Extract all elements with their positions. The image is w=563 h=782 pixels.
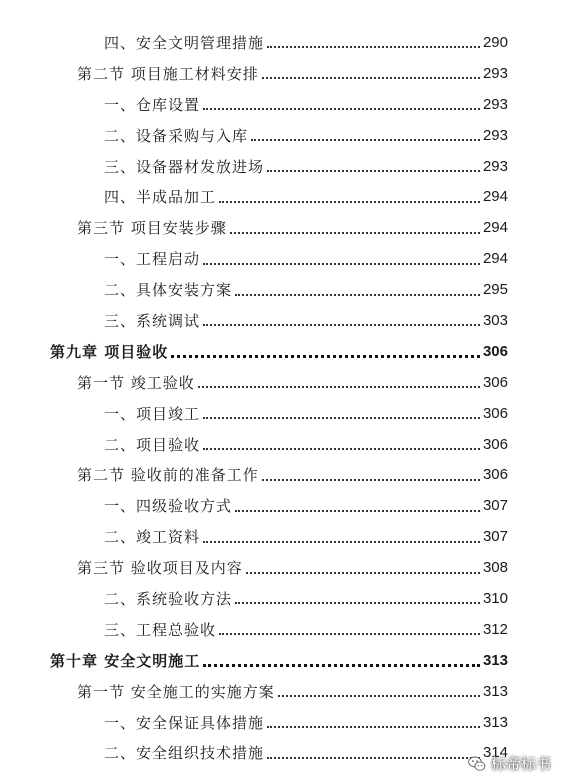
- dot-leader: [262, 479, 480, 481]
- toc-page-number: 290: [482, 33, 508, 51]
- toc-entry-item: [0, 120, 563, 151]
- toc-entry-title: 一、工程启动: [104, 250, 201, 269]
- toc-entry-item: [0, 89, 563, 120]
- toc-page-number: 314: [482, 744, 508, 762]
- toc-entry-item: [0, 274, 563, 305]
- toc-entry-title: 二、具体安装方案: [104, 281, 233, 300]
- dot-leader: [235, 510, 480, 512]
- dot-leader: [198, 386, 480, 388]
- dot-leader: [203, 417, 480, 419]
- toc-page-number: 312: [482, 620, 508, 638]
- dot-leader: [203, 108, 480, 110]
- toc-page-number: 303: [482, 311, 508, 329]
- toc-entry-title: 二、系统验收方法: [104, 589, 233, 608]
- toc-page-number: 313: [482, 682, 508, 700]
- dot-leader: [235, 294, 480, 296]
- toc-page-number: 306: [482, 342, 508, 360]
- toc-entry-title: 二、安全组织技术措施: [104, 744, 265, 763]
- dot-leader: [267, 170, 480, 172]
- dot-leader: [267, 757, 480, 759]
- toc-entry-item: [0, 398, 563, 429]
- toc-entry-item: [0, 490, 563, 521]
- toc-entry-title: 第二节 项目施工材料安排: [77, 64, 259, 83]
- toc-entry-section: [0, 459, 563, 490]
- dot-leader: [267, 726, 480, 728]
- toc-entry-title: 第九章 项目验收: [50, 342, 169, 361]
- toc-entry-title: 三、工程总验收: [104, 620, 217, 639]
- toc-entry-section: [0, 676, 563, 707]
- toc-entry-section: [0, 58, 563, 89]
- toc-page-number: 307: [482, 497, 508, 515]
- toc-page-number: 313: [482, 651, 508, 669]
- toc-entry-item: [0, 243, 563, 274]
- wechat-icon: [467, 754, 487, 774]
- dot-leader: [219, 201, 480, 203]
- toc-entry-title: 第三节 项目安装步骤: [77, 219, 227, 238]
- toc-page-number: 307: [482, 528, 508, 546]
- toc-entry-title: 第二节 验收前的准备工作: [77, 466, 259, 485]
- toc-entry-item: [0, 521, 563, 552]
- toc-entry-item: [0, 27, 563, 58]
- toc-entry-item: [0, 614, 563, 645]
- toc-page-number: 294: [482, 219, 508, 237]
- toc-page-number: 306: [482, 435, 508, 453]
- dot-leader: [203, 448, 480, 450]
- toc-page-number: 308: [482, 559, 508, 577]
- toc-entry-title: 三、设备器材发放进场: [104, 157, 265, 176]
- toc-entry-title: 一、仓库设置: [104, 95, 201, 114]
- toc-entry-title: 第一节 安全施工的实施方案: [77, 682, 275, 701]
- dot-leader: [203, 324, 480, 326]
- dot-leader: [203, 263, 480, 265]
- toc-entry-item: [0, 151, 563, 182]
- toc-page-number: 294: [482, 250, 508, 268]
- toc-entry-section: [0, 552, 563, 583]
- toc-entry-title: 一、安全保证具体措施: [104, 713, 265, 732]
- toc-page-number: 293: [482, 64, 508, 82]
- dot-leader: [219, 633, 480, 635]
- toc-page-number: 313: [482, 713, 508, 731]
- dot-leader: [235, 602, 480, 604]
- dot-leader: [267, 46, 480, 48]
- dot-leader: [171, 355, 480, 358]
- toc-entry-section: [0, 212, 563, 243]
- toc-page-number: 293: [482, 126, 508, 144]
- toc-entry-item: [0, 707, 563, 738]
- dot-leader: [246, 572, 480, 574]
- toc-entry-title: 一、四级验收方式: [104, 497, 233, 516]
- dot-leader: [262, 77, 480, 79]
- toc-entry-title: 第一节 竣工验收: [77, 373, 195, 392]
- toc-page-number: 306: [482, 466, 508, 484]
- toc-entry-title: 四、半成品加工: [104, 188, 217, 207]
- toc-entry-chapter: [0, 645, 563, 676]
- toc-page-number: 294: [482, 188, 508, 206]
- toc-entry-title: 二、设备采购与入库: [104, 126, 249, 145]
- toc-page-number: 306: [482, 404, 508, 422]
- toc-page-number: 310: [482, 589, 508, 607]
- dot-leader: [203, 541, 480, 543]
- dot-leader: [203, 664, 480, 667]
- toc-entry-title: 二、项目验收: [104, 435, 201, 454]
- toc-entry-item: [0, 305, 563, 336]
- toc-page-number: 293: [482, 157, 508, 175]
- dot-leader: [251, 139, 480, 141]
- toc-entry-item: [0, 181, 563, 212]
- toc-entry-title: 第十章 安全文明施工: [50, 651, 201, 670]
- watermark-text: 标帝标书: [490, 755, 551, 773]
- table-of-contents: [0, 27, 563, 768]
- watermark: [467, 753, 551, 774]
- toc-page-number: 295: [482, 281, 508, 299]
- toc-entry-title: 三、系统调试: [104, 311, 201, 330]
- dot-leader: [278, 695, 480, 697]
- toc-entry-item: [0, 583, 563, 614]
- toc-entry-title: 一、项目竣工: [104, 404, 201, 423]
- toc-page-number: 306: [482, 373, 508, 391]
- dot-leader: [230, 232, 480, 234]
- toc-entry-chapter: [0, 336, 563, 367]
- toc-entry-title: 第三节 验收项目及内容: [77, 559, 243, 578]
- toc-entry-section: [0, 367, 563, 398]
- toc-entry-item: [0, 429, 563, 460]
- toc-entry-title: 四、安全文明管理措施: [104, 33, 265, 52]
- toc-entry-title: 二、竣工资料: [104, 528, 201, 547]
- toc-page-number: 293: [482, 95, 508, 113]
